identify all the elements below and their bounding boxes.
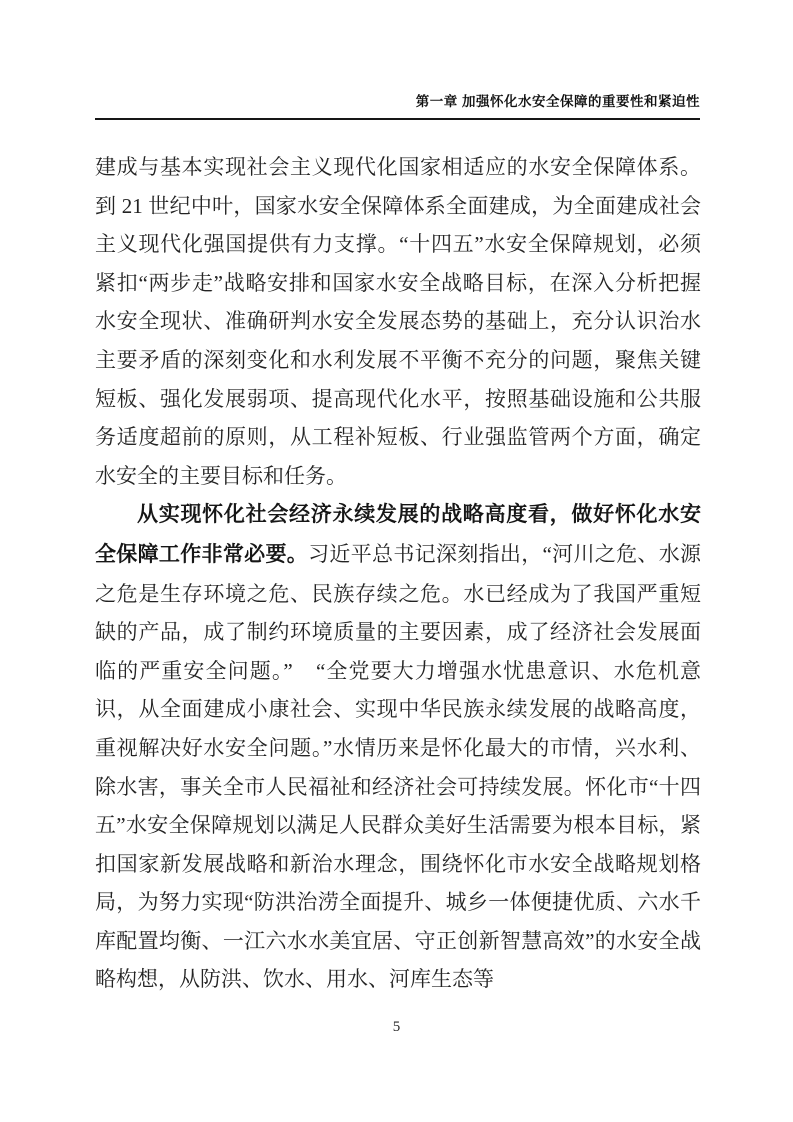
page-footer	[0, 1018, 793, 1036]
page-header	[95, 90, 700, 111]
header-rule	[95, 118, 700, 120]
paragraph-lead-rest: 习近平总书记深刻指出，“河川之危、水源之危是生存环境之危、民族存续之危。水已经成为了我国严重短缺的产品，成了制约环境质量的主要因素，成了经济社会发展面临的严重安全问题。” “全党要大力增强水忧患意识、水危机意识，从全面建成小康社会、实现中华民族永续发展的战略高度，重视解决好水安全问题。”水情历来是怀化最大的市情，兴水利、除水害，事关全市人民福祉和经济社会可持续发展。怀化市“十四五”水安全保障规划以满足人民群众美好生活需要为根本目标，紧扣国家新发展战略和新治水理念，围绕怀化市水安全战略规划格局，为努力实现“防洪治涝全面提升、城乡一体便捷优质、六水千库配置均衡、一江六水水美宜居、守正创新智慧高效”的水安全战略构想，从防洪、饮水、用水、河库生态等	[95, 541, 702, 992]
page-number: 5	[392, 1019, 401, 1035]
chapter-header-title: 第一章 加强怀化水安全保障的重要性和紧迫性	[415, 94, 700, 109]
paragraph-continuation: 建成与基本实现社会主义现代化国家相适应的水安全保障体系。到 21 世纪中叶，国家水安全保障体系全面建成，为全面建成社会主义现代化强国提供有力支撑。“十四五”水安全保障规划，必须紧扣“两步走”战略安排和国家水安全战略目标，在深入分析把握水安全现状、准确研判水安全发展态势的基础上，充分认识治水主要矛盾的深刻变化和水利发展不平衡不充分的问题，聚焦关键短板、强化发展弱项、提高现代化水平，按照基础设施和公共服务适度超前的原则，从工程补短板、行业强监管两个方面，确定水安全的主要目标和任务。	[95, 155, 701, 488]
paragraph-lead-bold: 从实现怀化社会经济永续发展的战略高度看，做好怀化水安全保障工作非常必要。	[95, 503, 701, 566]
paragraph-main	[95, 495, 701, 999]
page-body	[95, 148, 701, 999]
